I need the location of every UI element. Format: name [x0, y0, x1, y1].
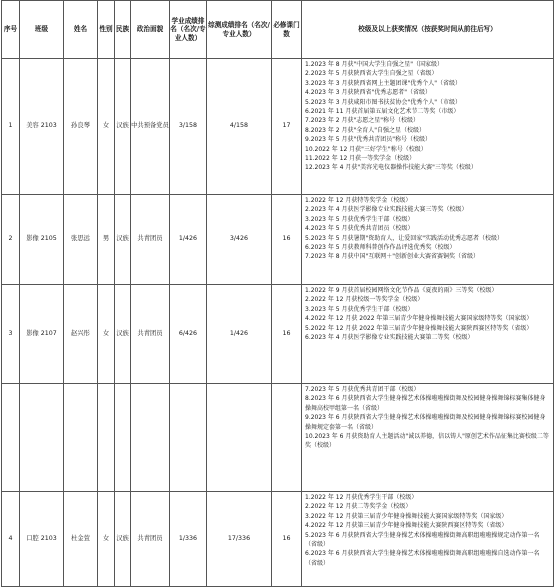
header-politics: 政治面貌: [131, 1, 170, 59]
cell-overall-rank: [207, 384, 272, 492]
cell-class: 口腔 2103: [20, 492, 64, 587]
cell-overall-rank: 3/426: [207, 195, 272, 285]
award-item: 5.2023 年 5 月获暑期"资助育人，让爱回家"实践活动优秀志愿者（校级）: [305, 234, 504, 242]
header-required-courses: 必修课门数: [272, 1, 302, 59]
table-header-row: [2, 1, 554, 59]
cell-gender: 男: [98, 195, 115, 285]
award-item: 4.2022 年 12 月获第三届青少年健身操舞技能大赛陕西赛区特等奖（省级）: [305, 522, 508, 530]
award-item: 8.2023 年 2 月获"全育人"自强之星（校级）: [305, 126, 426, 134]
award-item: 3.2023 年 3 月获陕西省网上主题团课"优秀个人"（省级）: [305, 79, 462, 87]
cell-required-courses: [272, 384, 302, 492]
header-ethnic: 民族: [115, 1, 131, 59]
cell-name: [64, 384, 98, 492]
cell-ethnic: 汉族: [115, 59, 131, 195]
award-item: 1.2022 年 12 月获优秀学生干部（校级）: [305, 494, 418, 501]
cell-overall-rank: 4/158: [207, 59, 272, 195]
award-item: 5.2023 年 3 月获咸阳市图书扶贫协会"优秀个人"（市级）: [305, 98, 462, 106]
cell-name: 杜金萱: [64, 492, 98, 587]
award-item: 3.2022 年 12 月获第三届青少年健身操舞技能大赛国家级特等奖（国家级）: [305, 512, 508, 520]
cell-awards: [302, 285, 554, 384]
award-item: 5.2023 年 6 月获陕西省大学生健身操艺术体操啦啦操街舞高职组啦啦操规定动作第一名（省级）: [305, 531, 540, 549]
cell-overall-rank: 1/426: [207, 285, 272, 384]
cell-politics: 共青团员: [131, 285, 170, 384]
header-name: 姓名: [64, 1, 98, 59]
award-item: 10.2022 年 12 月获"三好学生"称号（校级）: [305, 145, 427, 153]
cell-gender: 女: [98, 285, 115, 384]
award-item: 2.2022 年 12 月获二等奖学金（校级）: [305, 503, 412, 511]
cell-class: 美容 2103: [20, 59, 64, 195]
cell-overall-rank: 17/336: [207, 492, 272, 587]
award-item: 8.2023 年 6 月获陕西省大学生健身操艺术体操啦啦操街舞及校园健身操舞锦标赛集体健身操舞高校甲组第一名（省级）: [305, 395, 546, 412]
award-item: 6.2023 年 6 月获陕西省大学生健身操艺术体操啦啦操街舞高职组啦啦操自选动作第一名（省级）: [305, 550, 540, 567]
award-item: 2.2023 年 5 月获陕西省大学生自强之星（省级）: [305, 70, 438, 78]
award-item: 4.2022 年 12 月获 2022 年第三届青少年健身操舞技能大赛国家级特等奖（国家级）: [305, 315, 533, 323]
cell-class: 影像 2105: [20, 195, 64, 285]
award-item: 9.2023 年 5 月获"优秀共青团员"称号（校级）: [305, 136, 432, 144]
cell-ethnic: [115, 384, 131, 492]
award-item: 1.2022 年 12 月获特等奖学金（校级）: [305, 197, 412, 204]
cell-gender: 女: [98, 492, 115, 587]
award-item: 6.2023 年 4 月获医学影像专业实践技能大赛第二等奖（校级）: [305, 334, 474, 342]
cell-politics: 中共预备党员: [131, 59, 170, 195]
award-item: 4.2023 年 3 月获陕西省"优秀志愿者"（省级）: [305, 89, 432, 97]
cell-awards: [302, 384, 554, 492]
header-seq: 序号: [2, 1, 20, 59]
award-item: 1.2023 年 8 月获"中国大学生自强之星"（国家级）: [305, 61, 444, 68]
student-award-table: [1, 0, 554, 587]
table-row: [2, 384, 554, 492]
award-item: 3.2023 年 5 月获优秀学生干部（校级）: [305, 215, 414, 223]
cell-name: 孙良琴: [64, 59, 98, 195]
cell-required-courses: 17: [272, 59, 302, 195]
header-overall-rank: 综测成绩排名（名次/专业人数）: [207, 1, 272, 59]
award-item: 5.2022 年 12 月获 2022 年第三届青少年健身操舞技能大赛陕西赛区特等奖（省级）: [305, 324, 533, 332]
cell-seq: 1: [2, 59, 20, 195]
award-item: 12.2023 年 4 月获"美容光电仪器操作技能大赛"三等奖（校级）: [305, 164, 477, 172]
cell-class: [20, 384, 64, 492]
cell-academic-rank: 6/426: [170, 285, 207, 384]
award-item: 3.2023 年 5 月获优秀学生干部（校级）: [305, 305, 414, 313]
header-class: 班级: [20, 1, 64, 59]
cell-name: 赵兴彤: [64, 285, 98, 384]
cell-ethnic: 汉族: [115, 195, 131, 285]
cell-academic-rank: 1/426: [170, 195, 207, 285]
cell-ethnic: 汉族: [115, 492, 131, 587]
award-item: 10.2023 年 6 月获资助育人主题活动"诚以养德，信以铸人"原创艺术作品征集比赛校级二等奖（校级）: [305, 433, 549, 450]
award-item: 7.2023 年 8 月获中国"互联网＋"创新创业大赛省赛铜奖（省级）: [305, 253, 480, 261]
cell-required-courses: 16: [272, 492, 302, 587]
cell-required-courses: 16: [272, 285, 302, 384]
cell-name: 张思远: [64, 195, 98, 285]
cell-gender: 女: [98, 59, 115, 195]
cell-seq: 3: [2, 285, 20, 384]
award-item: 2.2023 年 4 月获医学影像专业实践技能大赛三等奖（校级）: [305, 206, 468, 214]
award-item: 7.2023 年 2 月获"志愿之星"称号（校级）: [305, 117, 420, 125]
award-item: 1.2022 年 9 月获首届校园网络文化节作品《夏夜的雨》三等奖（校级）: [305, 287, 498, 294]
cell-politics: [131, 384, 170, 492]
award-item: 11.2022 年 12 月获一等奖学金（校级）: [305, 155, 416, 163]
header-awards: 校级及以上获奖情况（按获奖时间从前往后写）: [302, 1, 554, 59]
header-academic-rank: 学业成绩排名（名次/专业人数）: [170, 1, 207, 59]
cell-politics: 共青团员: [131, 195, 170, 285]
table-row: [2, 285, 554, 384]
cell-ethnic: 汉族: [115, 285, 131, 384]
table-row: [2, 195, 554, 285]
cell-required-courses: 16: [272, 195, 302, 285]
table-row: [2, 492, 554, 587]
award-item: 6.2021 年 11 月获首届第五届文化艺术节二等奖（市级）: [305, 108, 460, 116]
award-item: 7.2023 年 5 月获优秀共青团干部（校级）: [305, 386, 420, 393]
cell-class: 影像 2107: [20, 285, 64, 384]
award-item: 9.2023 年 6 月获陕西省大学生健身操艺术体操啦啦操街舞及校园健身操舞锦标赛校园健身操舞规定套第一名（省级）: [305, 414, 546, 431]
cell-politics: 共青团员: [131, 492, 170, 587]
cell-awards: [302, 492, 554, 587]
table-row: [2, 59, 554, 195]
cell-seq: [2, 384, 20, 492]
cell-seq: 2: [2, 195, 20, 285]
cell-academic-rank: [170, 384, 207, 492]
cell-academic-rank: 1/336: [170, 492, 207, 587]
award-item: 6.2023 年 5 月获教师科普创作作品评选优秀奖（校级）: [305, 244, 456, 252]
cell-awards: [302, 59, 554, 195]
award-item: 4.2023 年 5 月获优秀共青团员（校级）: [305, 225, 414, 233]
cell-academic-rank: 3/158: [170, 59, 207, 195]
cell-awards: [302, 195, 554, 285]
header-gender: 性别: [98, 1, 115, 59]
award-item: 2.2022 年 12 月获校级一等奖学金（校级）: [305, 296, 424, 304]
cell-gender: [98, 384, 115, 492]
cell-seq: 4: [2, 492, 20, 587]
